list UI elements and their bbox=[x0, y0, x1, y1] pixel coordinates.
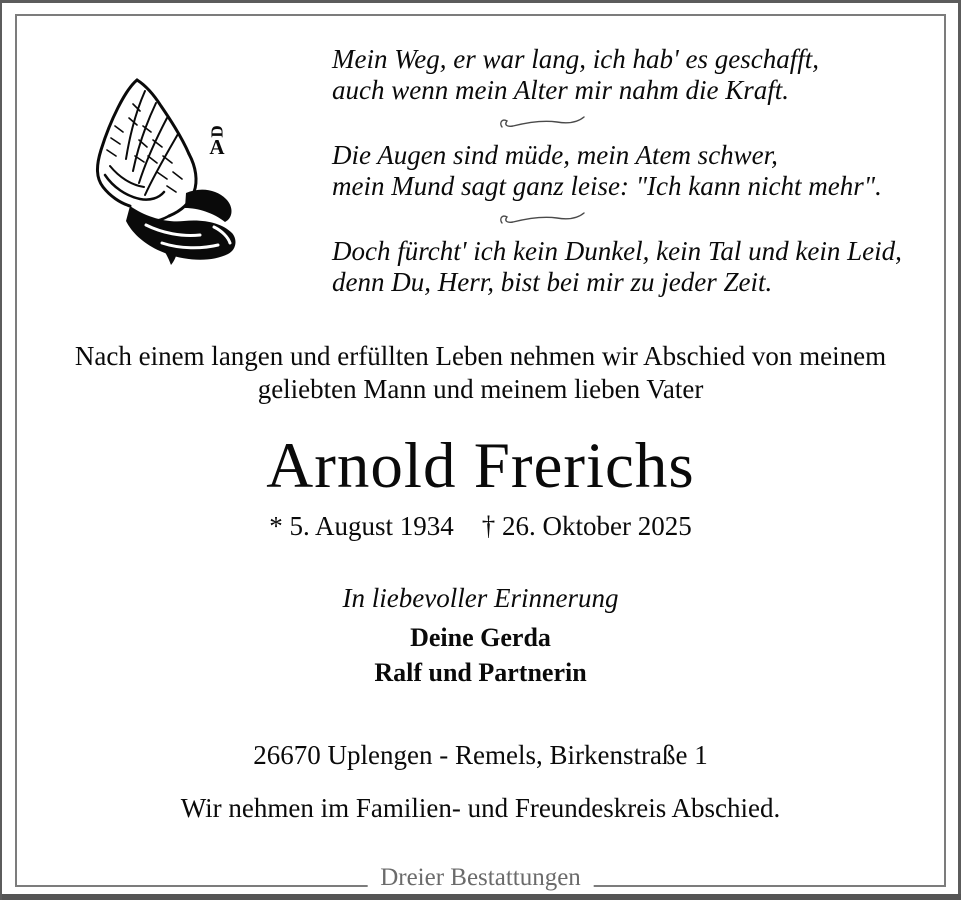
announcement-text bbox=[20, 340, 941, 406]
praying-hands-icon bbox=[85, 74, 257, 266]
monogram-letter-d: D bbox=[207, 125, 227, 138]
scan-edge-top bbox=[0, 0, 961, 3]
mourners bbox=[20, 620, 941, 690]
announcement-line: Nach einem langen und erfüllten Leben nehmen wir Abschied von meinem bbox=[74, 341, 887, 371]
deceased-name: Arnold Frerichs bbox=[266, 430, 695, 502]
birth-date: * 5. August 1934 bbox=[269, 511, 454, 541]
funeral-home-label: Dreier Bestattungen bbox=[367, 863, 594, 892]
announcement-line: geliebten Mann und meinem lieben Vater bbox=[257, 374, 704, 404]
poem-line: Doch fürcht' ich kein Dunkel, kein Tal und kein Leid, bbox=[332, 236, 902, 266]
poem-verse bbox=[332, 236, 917, 298]
scan-edge-bottom bbox=[0, 894, 961, 900]
address-line: 26670 Uplengen - Remels, Birkenstraße 1 bbox=[253, 740, 708, 770]
death-date: † 26. Oktober 2025 bbox=[481, 511, 692, 541]
life-dates bbox=[20, 511, 941, 542]
poem-line: Mein Weg, er war lang, ich hab' es geschafft, bbox=[332, 44, 819, 74]
flourish-divider-icon bbox=[498, 114, 586, 132]
mourner-name: Ralf und Partnerin bbox=[374, 658, 587, 687]
poem-line: auch wenn mein Alter mir nahm die Kraft. bbox=[332, 75, 789, 105]
scan-edge-left bbox=[0, 0, 2, 900]
closing-line: Wir nehmen im Familien- und Freundeskreis Abschied. bbox=[180, 793, 781, 823]
remembrance-heading: In liebevoller Erinnerung bbox=[342, 583, 619, 613]
flourish-divider-icon bbox=[498, 210, 586, 228]
poem bbox=[332, 44, 917, 298]
monogram-letter-a: A bbox=[209, 135, 225, 159]
poem-line: denn Du, Herr, bist bei mir zu jeder Zeit. bbox=[332, 267, 773, 297]
duerer-ad-monogram-icon bbox=[198, 125, 236, 159]
poem-verse bbox=[332, 140, 917, 202]
mourner-name: Deine Gerda bbox=[410, 623, 551, 652]
poem-verse bbox=[332, 44, 917, 106]
poem-line: mein Mund sagt ganz leise: "Ich kann nicht mehr". bbox=[332, 171, 882, 201]
poem-line: Die Augen sind müde, mein Atem schwer, bbox=[332, 140, 778, 170]
